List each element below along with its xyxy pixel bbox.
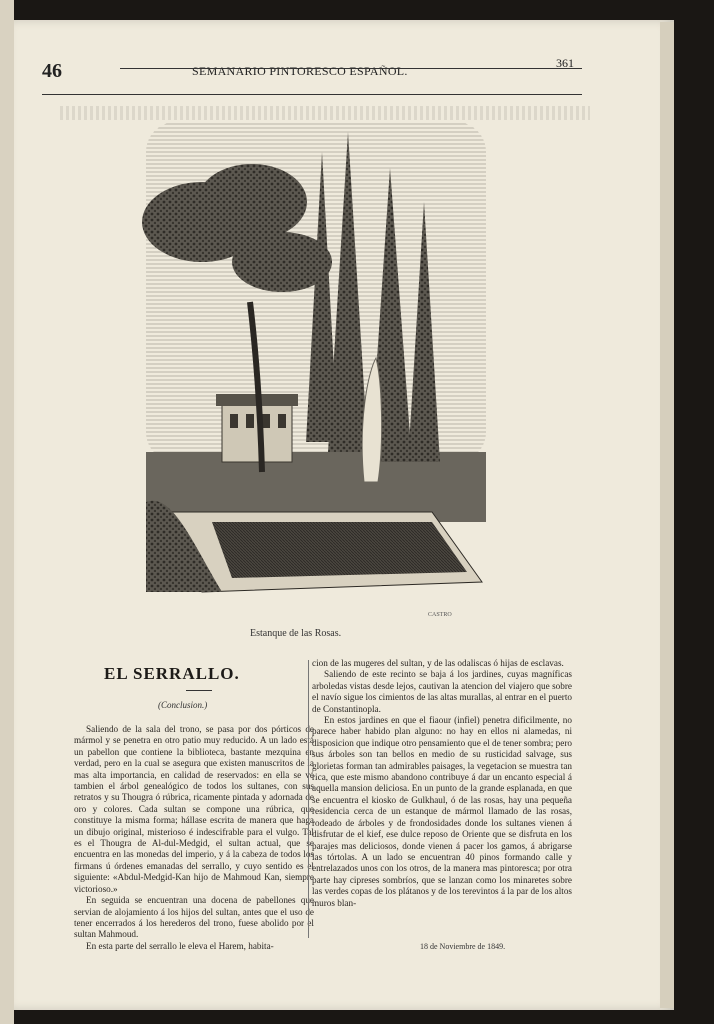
paragraph: En estos jardines en que el fiaour (infiel) penetra dificilmente, no parece haber habido plan alguno: no hay en ellos ni alamedas, ni disposicion que indique otro pensamiento que el de tener sombra; pero sus árboles son tan bellos en medio de su rusticidad salvage, sus glorietas forman tan admirables paisages, la vegetacion se muestra tan rica, que este mismo abandono contribuye á dar un encanto especial á aquella mansion deliciosa. En un punto de la grande esplanada, en que se encuentra el kiosko de Gulkhaul, ó de las rosas, hay una pequeña residencia cerca de un estanque de mármol llamado de las rosas, rodeado de árboles y de frondosidades donde los sultanes vienen á disfrutar de el kief, ese dulce reposo de Oriente que se disfruta en los parajes mas deliciosos, donde vienen á pacer los gamos, á abrigarse las tórtolas. A un lado se encuentran 40 pinos formando calle y entrelazados unos con los otros, de la manera mas pintoresca; por otra parte hay cipreses sombríos, que se lanzan como los minaretes sobre las verdes copas de los plátanos y de los terevintos á la par de los altos muros blan- — [312, 715, 572, 908]
running-header — [42, 50, 582, 90]
paragraph: Saliendo de la sala del trono, se pasa por dos pórticos de mármol y se penetra en otro patio muy reducido. A un lado está un pabellon que contiene la biblioteca, bastante mezquina en verdad, pero en la cual se asegura que existen manuscritos de la mas alta importancia, en calidad de reservados: en ella se vé tambien el árbol genealógico de todos los sultanes, con sus retratos y su Thougra ó rúbrica, ricamente pintada y adornada de oro y colores. Cada sultan se compone una rúbrica, que constituye la misma forma; hállase escrita de manera que haga un dibujo original, misterioso é indescifrable para el vulgo. Tal es el Thougra de Al-dul-Medgid, el sultan actual, que se encuentra en las monedas del imperio, y á la cabeza de todos los firmans ú órdenes emanadas del serrallo, y cuyo sentido es el siguiente: «Abdul-Medgid-Kan hijo de Mahmoud Kan, siempre victorioso.» — [74, 724, 314, 894]
engraving-garden-pond — [132, 122, 488, 612]
page-number-left: 46 — [42, 60, 62, 82]
paragraph: En esta parte del serrallo le eleva el Harem, habita- — [86, 940, 274, 951]
page-stack-edge — [660, 22, 674, 1008]
text-column-left — [74, 724, 314, 952]
article-title: EL SERRALLO. — [104, 664, 240, 683]
page-number-right: 361 — [556, 56, 574, 70]
paragraph: En seguida se encuentran una docena de pabellones que servian de alojamiento á los hijos del sultan, antes que el uso de tener encerrados á los herederos del trono, fuese abolido por el sultan Mahmoud. — [74, 895, 314, 940]
previous-page-edge — [0, 0, 14, 1024]
marble-pond — [172, 512, 482, 592]
column-divider — [308, 660, 309, 938]
article-subtitle: (Conclusion.) — [158, 700, 208, 710]
engraver-signature: CASTRO — [428, 612, 452, 618]
bleed-through-text — [60, 106, 590, 120]
issue-date: 18 de Noviembre de 1849. — [420, 942, 506, 951]
text-column-right — [312, 658, 572, 909]
title-rule — [186, 690, 212, 691]
paragraph: Saliendo de este recinto se baja á los jardines, cuyas magníficas arboledas vistas desde lejos, cautivan la atencion del viajero que sobre el navío sigue los cimientos de las altas murallas, al entrar en el puerto de Constantinopla. — [312, 669, 572, 714]
paragraph: cion de las mugeres del sultan, y de las odaliscas ó hijas de esclavas. — [312, 658, 564, 668]
header-rule-top — [120, 68, 582, 69]
figure-caption: Estanque de las Rosas. — [250, 628, 342, 639]
publication-title: SEMANARIO PINTORESCO ESPAÑOL. — [192, 64, 408, 78]
header-rule — [42, 94, 582, 95]
